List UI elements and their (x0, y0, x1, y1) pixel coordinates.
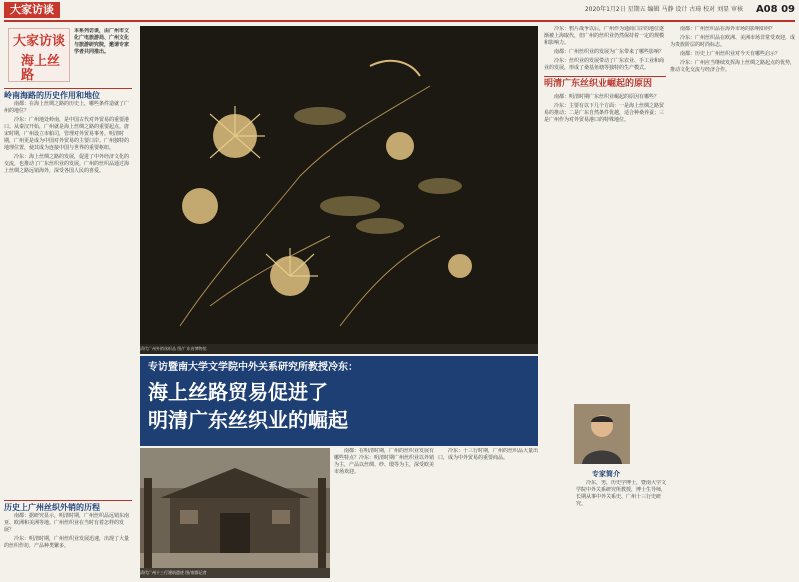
article-column-right2 (670, 26, 795, 578)
paragraph: 冷东：十三行时期，广州的丝织品大量出口，成为中外贸易的重要商品。 (438, 448, 538, 461)
paragraph: 冷东：广州丝织品在欧洲、美洲市场非常受欢迎，成为贵族阶层的时尚标志。 (670, 35, 795, 48)
headline-block (140, 356, 538, 446)
paragraph: 冷东：丝织业的发展带动了广东农业、手工业和商业的发展，形成了桑基鱼塘等独特的生产模式。 (544, 58, 665, 71)
article-column-mid1 (334, 448, 434, 578)
expert-portrait (574, 404, 630, 464)
paragraph: 南都：据研究显示，明清时期，广州丝织品远销东南亚、欧洲和美洲等地。广州丝织业在当时有着怎样的发展？ (4, 513, 130, 533)
paragraph: 冷东：明清时期，广州丝织业发展迅速，出现了大量的丝织作坊，产品种类繁多。 (4, 536, 130, 549)
article-column-left-bottom (4, 500, 132, 578)
paragraph: 南都：广州丝织业的发展为广东带来了哪些影响？ (554, 49, 665, 55)
paragraph: 南都：明清时期广东丝织业崛起的原因有哪些？ (554, 94, 660, 100)
series-logo-line2: 海上丝路 (21, 54, 61, 83)
headline-line1: 海上丝路贸易促进了 (148, 380, 328, 404)
expert-bio (576, 480, 666, 578)
section-subhead: 明清广东丝织业崛起的原因 (544, 76, 666, 90)
section-subhead: 历史上广州丝织外销的历程 (4, 500, 132, 513)
paragraph: 冷东：鸦片战争以后，广州作为通商口岸的地位逐渐被上海取代，但广州的丝织业仍然保持着一定的规模和影响力。 (544, 26, 665, 46)
paragraph: 冷东：海上丝绸之路的发展，促进了中外经济文化的交流，也推动了广东丝织业的发展。广州的丝织品通过海上丝绸之路远销海外，深受各国人民的喜爱。 (4, 154, 130, 174)
paragraph: 南都：在明清时期，广州的丝织业发展有哪些特点？冷东：明清时期广州丝织业以外销为主，产品以丝绸、纱、缎等为主，深受欧美市场欢迎。 (334, 448, 434, 475)
building-caption: 清代广州十三行建筑遗迹 图/南都记者 (140, 568, 330, 578)
series-logo (8, 28, 70, 82)
series-intro: 本系列访谈，由广州市文化广电旅游局、广州文化与旅游研究院，邀请专家学者共同推出。 (74, 28, 130, 55)
article-column-mid2 (438, 448, 538, 578)
headline-line2: 明清广东丝织业的崛起 (148, 408, 348, 432)
header-date: 2020年1月2日 星期五 编辑 马静 设计 古琦 校对 刘显 审核 (584, 6, 743, 13)
paragraph: 冷东：主要有以下几个方面：一是海上丝绸之路贸易的推动；二是广东自然条件优越，适合种桑养蚕；三是广州作为对外贸易港口的特殊地位。 (544, 103, 665, 123)
expert-bio-text: 冷东，男，历史学博士，暨南大学文学院中外关系研究所教授，博士生导师，长期从事中外关系史、广州十三行史研究。 (576, 480, 666, 507)
paragraph: 冷东：广州应当继续发挥海上丝绸之路起点的优势，推动文化交流与经济合作。 (670, 60, 795, 73)
expert-label: 专家简介 (592, 470, 620, 478)
portrait-illustration (574, 404, 630, 464)
paragraph: 冷东：广州地处岭南，是中国古代对外贸易的重要港口。从秦汉开始，广州就是海上丝绸之路的重要起点。唐宋时期，广州设立市舶司，管理对外贸易事务。明清时期，广州更是成为中国对外贸易的主要口岸。广州独特的地理位置，使其成为连接中国与世界的重要枢纽。 (4, 117, 130, 151)
paragraph: 南都：广州丝织品在海外市场的影响如何？ (680, 26, 776, 32)
building-photo (140, 448, 330, 578)
page-number: A08 09 (755, 4, 795, 15)
series-logo-line1: 大家访谈 (13, 34, 66, 49)
paragraph: 南都：在海上丝绸之路的历史上，哪些条件造就了广州的地位？ (4, 101, 130, 114)
paragraph: 南都：历史上广州丝织业对今天有哪些启示？ (680, 51, 781, 57)
embroidery-illustration (140, 26, 538, 344)
masthead (4, 2, 795, 22)
headline-kicker: 专访暨南大学文学院中外关系研究所教授冷东： (148, 362, 358, 373)
section-badge: 大家访谈 (4, 2, 60, 18)
photo-caption: 清代广州外销丝织品 图/广东省博物馆 (140, 344, 538, 354)
building-illustration (140, 448, 330, 578)
article-column-left (4, 88, 132, 463)
silk-embroidery-photo (140, 26, 538, 344)
section-subhead: 岭南海路的历史作用和地位 (4, 88, 132, 101)
